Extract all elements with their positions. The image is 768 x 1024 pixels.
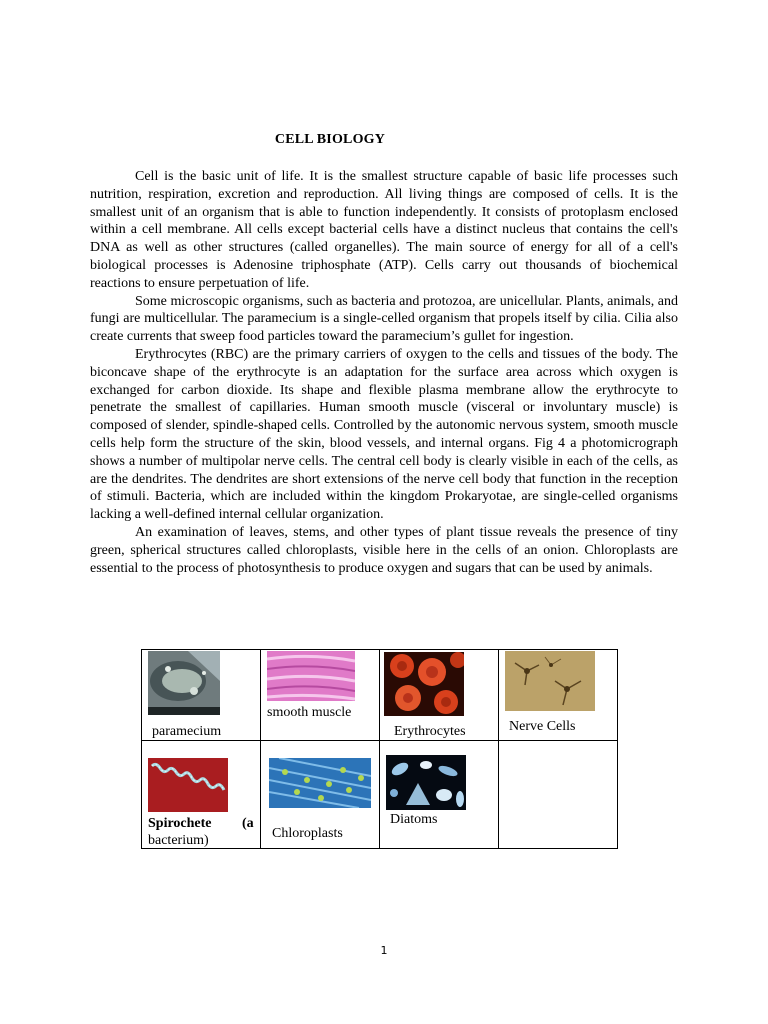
caption-erythrocytes: Erythrocytes	[394, 724, 466, 739]
figure-table	[141, 649, 618, 849]
smooth-muscle-image	[267, 651, 355, 701]
cell-erythrocytes	[380, 650, 499, 741]
paragraph-erythrocytes: Erythrocytes (RBC) are the primary carriers of oxygen to the cells and tissues of the body. The biconcave shape of the erythrocyte is an adaptation for the surface area across which oxygen is exchanged for carbon dioxide. Its shape and flexible plasma membrane allow the erythrocyte to penetrate the smallest of capillaries. Human smooth muscle (visceral or involuntary muscle) is composed of slender, spindle-shaped cells. Controlled by the autonomic nervous system, smooth muscle cells help form the structure of the skin, blood vessels, and internal organs. Fig 4 a photomicrograph shows a number of multipolar nerve cells. The central cell body is clearly visible in each of the cells, as are the dendrites. The dendrites are short extensions of the nerve cell body that function in the reception of stimuli. Bacteria, which are included within the kingdom Prokaryotae, are single-celled organisms lacking a well-defined internal cellular organization.	[90, 346, 678, 523]
cell-diatoms	[380, 741, 499, 849]
cell-spirochete	[142, 741, 261, 849]
nerve-cells-image	[505, 651, 595, 711]
caption-chloroplasts: Chloroplasts	[272, 826, 343, 841]
erythrocytes-image	[384, 652, 464, 716]
caption-diatoms: Diatoms	[390, 812, 438, 827]
caption-nerve-cells: Nerve Cells	[509, 719, 576, 734]
page-number: 1	[380, 944, 388, 957]
body-text	[90, 168, 678, 577]
caption-spirochete-rest: bacterium)	[148, 833, 209, 848]
caption-spirochete-paren: (a	[242, 816, 254, 831]
caption-spirochete-name: Spirochete	[148, 816, 212, 831]
spirochete-image	[148, 758, 228, 812]
paramecium-image	[148, 651, 220, 715]
paragraph-unicellular: Some microscopic organisms, such as bacteria and protozoa, are unicellular. Plants, animals, and fungi are multicellular. The paramecium is a single-celled organism that propels itself by cilia. Cilia also create currents that sweep food particles toward the paramecium’s gullet for ingestion.	[90, 293, 678, 345]
paragraph-chloroplasts: An examination of leaves, stems, and other types of plant tissue reveals the presence of tiny green, spherical structures called chloroplasts, visible here in the cells of an onion. Chloroplasts are essential to the process of photosynthesis to produce oxygen and sugars that can be used by animals.	[90, 524, 678, 576]
paragraph-intro: Cell is the basic unit of life. It is the smallest structure capable of basic life processes such nutrition, respiration, excretion and reproduction. All living things are composed of cells. It is the smallest unit of an organism that is able to function independently. It consists of protoplasm enclosed within a cell membrane. All cells except bacterial cells have a distinct nucleus that contains the cell's DNA as well as other structures (called organelles). The main source of energy for all of a cell's biological processes is Adenosine triphosphate (ATP). Cells carry out thousands of biochemical reactions to ensure perpetuation of life.	[90, 169, 678, 291]
chloroplasts-image	[269, 758, 371, 808]
cell-paramecium	[142, 650, 261, 741]
page-title: CELL BIOLOGY	[274, 132, 386, 147]
cell-nerve-cells	[499, 650, 618, 741]
cell-empty	[499, 741, 618, 849]
cell-chloroplasts	[261, 741, 380, 849]
caption-smooth-muscle: smooth muscle	[267, 705, 352, 720]
caption-paramecium: paramecium	[152, 724, 222, 739]
diatoms-image	[386, 755, 466, 810]
cell-smooth-muscle	[261, 650, 380, 741]
